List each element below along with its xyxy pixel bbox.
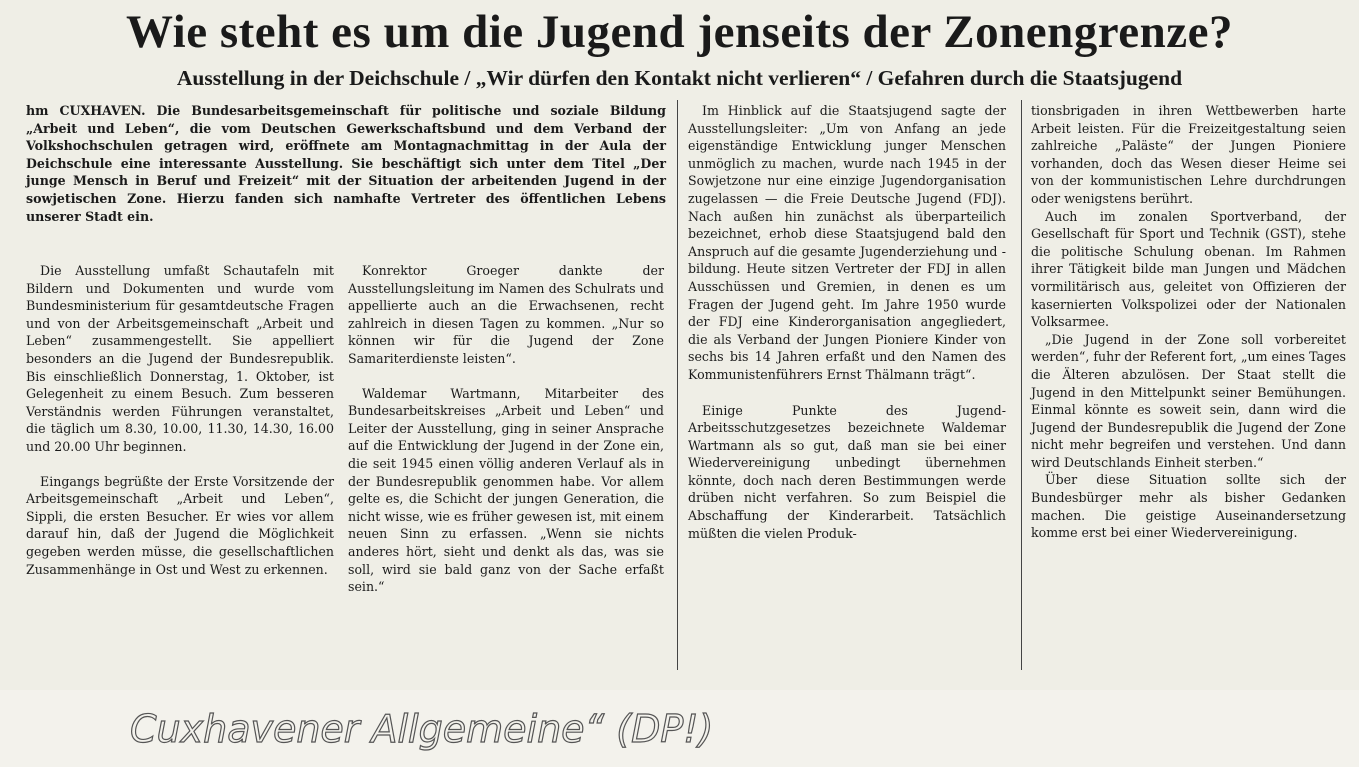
column-2 — [348, 262, 664, 613]
paragraph: Im Hinblick auf die Staatsjugend sagte der Ausstellungsleiter: „Um von Anfang an jede eigenständige Entwicklung junger Menschen unmöglich zu machen, wurde nach 1945 in der Sowjetzone nur eine einzige Jugendorganisation zugelassen — die Freie Deutsche Jugend (FDJ). Nach außen hin zunächst als überparteilich bezeichnet, erhob diese Staatsjugend bald den Anspruch auf die gesamte Jugenderziehung und -bildung. Heute sitzen Vertreter der FDJ in allen Ausschüssen und Gremien, in denen es um Fragen der Jugend geht. Im Jahre 1950 wurde der FDJ eine Kinderorganisation angegliedert, die als Verband der Jungen Pioniere Kinder von sechs bis 14 Jahren erfaßt und den Namen des Kommunistenführers Ernst Thälmann trägt“. — [688, 103, 1006, 382]
article-intro: hm CUXHAVEN. Die Bundesarbeitsgemeinschaft für politische und soziale Bildung „Arbeit und Leben“, die vom Deutschen Gewerkschaftsbund und dem Verband der Volkshochschulen getragen wird, eröffnete am Montagnachmittag in der Aula der Deichschule eine interessante Ausstellung. Sie beschäftigt sich unter dem Titel „Der junge Mensch in Beruf und Freizeit“ mit der Situation der arbeitenden Jugend in der sowjetischen Zone. Hierzu fanden sich namhafte Vertreter des öffentlichen Lebens unserer Stadt ein. — [26, 103, 666, 224]
paragraph: Waldemar Wartmann, Mitarbeiter des Bundesarbeitskreises „Arbeit und Leben“ und Leiter der Ausstellung, ging in seiner Ansprache auf die Entwicklung der Jugend in der Zone ein, die seit 1945 einen völlig anderen Verlauf als in der Bundesrepublik genommen habe. Vor allem gelte es, die Schicht der jungen Generation, die nicht wisse, wie es früher gewesen ist, mit einem neuen Sinn zu erfassen. „Wenn sie nichts anderes hört, sieht und denkt als das, was sie soll, wird sie bald ganz von der Sache erfaßt sein.“ — [348, 385, 664, 595]
paragraph: Einige Punkte des Jugend-Arbeitsschutzgesetzes bezeichnete Waldemar Wartmann als so gut, daß man sie bei einer Wiedervereinigung unbedingt übernehmen könnte, doch nach deren Bestimmungen werde drüben nicht verfahren. So zum Beispiel die Abschaffung der Kinderarbeit. Tatsächlich müßten die vielen Produk- — [688, 402, 1006, 541]
paragraph: Die Ausstellung umfaßt Schautafeln mit Bildern und Dokumenten und wurde vom Bundesministerium für gesamtdeutsche Fragen und von der Arbeitsgemeinschaft „Arbeit und Leben“ zusammengestellt. Sie appelliert besonders an die Jugend der Bundesrepublik. Bis einschließlich Donnerstag, 1. Oktober, ist Gelegenheit zu einem Besuch. Zum besseren Verständnis werden Führungen veranstaltet, die täglich um 8.30, 10.00, 11.30, 14.30, 16.00 und 20.00 Uhr beginnen. — [26, 263, 334, 454]
paragraph: Über diese Situation sollte sich der Bundesbürger mehr als bisher Gedanken machen. Die geistige Auseinandersetzung komme erst bei einer Wiedervereinigung. — [1031, 472, 1346, 541]
paragraph: Eingangs begrüßte der Erste Vorsitzende der Arbeitsgemeinschaft „Arbeit und Leben“, Sippli, die ersten Besucher. Er wies vor allem darauf hin, daß der Jugend die Möglichkeit gegeben werden müsse, die gesellschaftlichen Zusammenhänge in Ost und West zu erkennen. — [26, 473, 334, 577]
column-divider — [1021, 100, 1022, 670]
article-subhead: Ausstellung in der Deichschule / „Wir dürfen den Kontakt nicht verlieren“ / Gefahren durch die Staatsjugend — [176, 66, 1183, 90]
column-divider — [677, 100, 678, 670]
column-3 — [688, 102, 1006, 542]
paragraph: „Die Jugend in der Zone soll vorbereitet werden“, fuhr der Referent fort, „um eines Tages die Älteren abzulösen. Der Staat stellt die Jugend in den Mittelpunkt seiner Bemühungen. Einmal könnte es soweit sein, dann wird die Jugend der Bundesrepublik die Jugend der Zone nicht mehr begreifen und verstehen. Und dann wird Deutschlands Einheit sterben.“ — [1031, 331, 1346, 470]
handwritten-note-text: Cuxhavener Allgemeine“ (DP!) — [130, 707, 714, 751]
paragraph: Konrektor Groeger dankte der Ausstellungsleitung im Namen des Schulrats und appellierte auch an die Erwachsenen, recht zahlreich in diesen Tagen zu kommen. „Nur so können wir für die Jugend der Zone Samariterdienste leisten“. — [348, 263, 664, 366]
column-4 — [1031, 102, 1346, 542]
article-headline: Wie steht es um die Jugend jenseits der Zonengrenze? — [126, 6, 1233, 58]
paragraph: tionsbrigaden in ihren Wettbewerben harte Arbeit leisten. Für die Freizeitgestaltung seien zahlreiche „Paläste“ der Jungen Pioniere vorhanden, doch das Wesen dieser Heime sei von der kommunistischen Lehre durchdrungen oder wenigstens berührt. — [1031, 103, 1346, 206]
handwriting-drawing — [130, 690, 1030, 760]
column-1 — [26, 262, 334, 595]
paragraph: Auch im zonalen Sportverband, der Gesellschaft für Sport und Technik (GST), stehe die politische Schulung obenan. Im Rahmen ihrer Tätigkeit bilde man Jungen und Mädchen vormilitärisch aus, geleitet von Offizieren der kasernierten Volkspolizei oder der Nationalen Volksarmee. — [1031, 208, 1346, 330]
handwritten-source-note — [130, 690, 1030, 760]
